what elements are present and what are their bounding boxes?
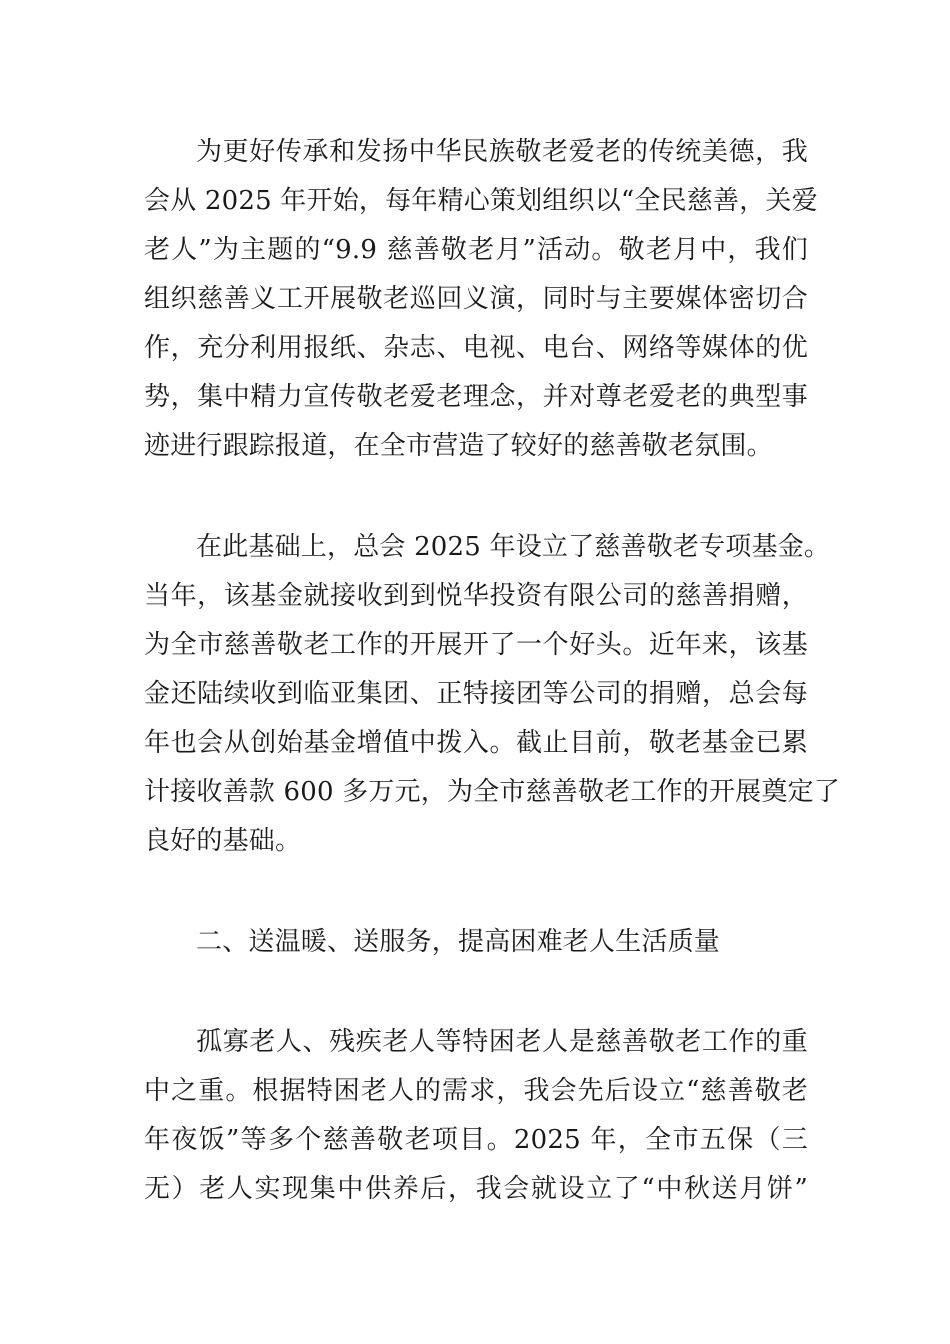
paragraph-line: 金还陆续收到临亚集团、正特接团等公司的捐赠，总会每 xyxy=(144,679,808,709)
section-heading-text: 二、送温暖、送服务，提高困难老人生活质量 xyxy=(196,927,721,957)
paragraph-line: 作，充分利用报纸、杂志、电视、电台、网络等媒体的优 xyxy=(144,333,808,363)
paragraph-line: 势，集中精力宣传敬老爱老理念，并对尊老爱老的典型事 xyxy=(144,382,808,412)
paragraph-line: 无）老人实现集中供养后，我会就设立了“中秋送月饼” xyxy=(144,1174,808,1204)
section-heading xyxy=(144,918,808,967)
paragraph-line: 计接收善款 600 多万元，为全市慈善敬老工作的开展奠定了 xyxy=(144,777,840,807)
paragraph-line: 当年，该基金就接收到到悦华投资有限公司的慈善捐赠， xyxy=(144,581,808,611)
paragraph-1 xyxy=(144,128,818,471)
paragraph-line: 老人”为主题的“9.9 慈善敬老月”活动。敬老月中，我们 xyxy=(144,235,808,265)
paragraph-line: 孤寡老人、残疾老人等特困老人是慈善敬老工作的重 xyxy=(196,1027,808,1057)
paragraph-line: 在此基础上，总会 2025 年设立了慈善敬老专项基金。 xyxy=(196,532,831,562)
paragraph-line: 为全市慈善敬老工作的开展开了一个好头。近年来，该基 xyxy=(144,630,808,660)
paragraph-2 xyxy=(144,523,840,866)
paragraph-line: 中之重。根据特困老人的需求，我会先后设立“慈善敬老 xyxy=(144,1076,808,1106)
paragraph-line: 年夜饭”等多个慈善敬老项目。2025 年，全市五保（三 xyxy=(144,1125,808,1155)
paragraph-line: 组织慈善义工开展敬老巡回义演，同时与主要媒体密切合 xyxy=(144,284,808,314)
paragraph-line: 良好的基础。 xyxy=(144,826,302,856)
paragraph-line: 迹进行跟踪报道，在全市营造了较好的慈善敬老氛围。 xyxy=(144,431,773,461)
paragraph-line: 会从 2025 年开始，每年精心策划组织以“全民慈善，关爱 xyxy=(144,186,818,216)
paragraph-line: 年也会从创始基金增值中拨入。截止目前，敬老基金已累 xyxy=(144,728,808,758)
paragraph-3 xyxy=(144,1018,808,1214)
paragraph-line: 为更好传承和发扬中华民族敬老爱老的传统美德，我 xyxy=(196,137,808,167)
